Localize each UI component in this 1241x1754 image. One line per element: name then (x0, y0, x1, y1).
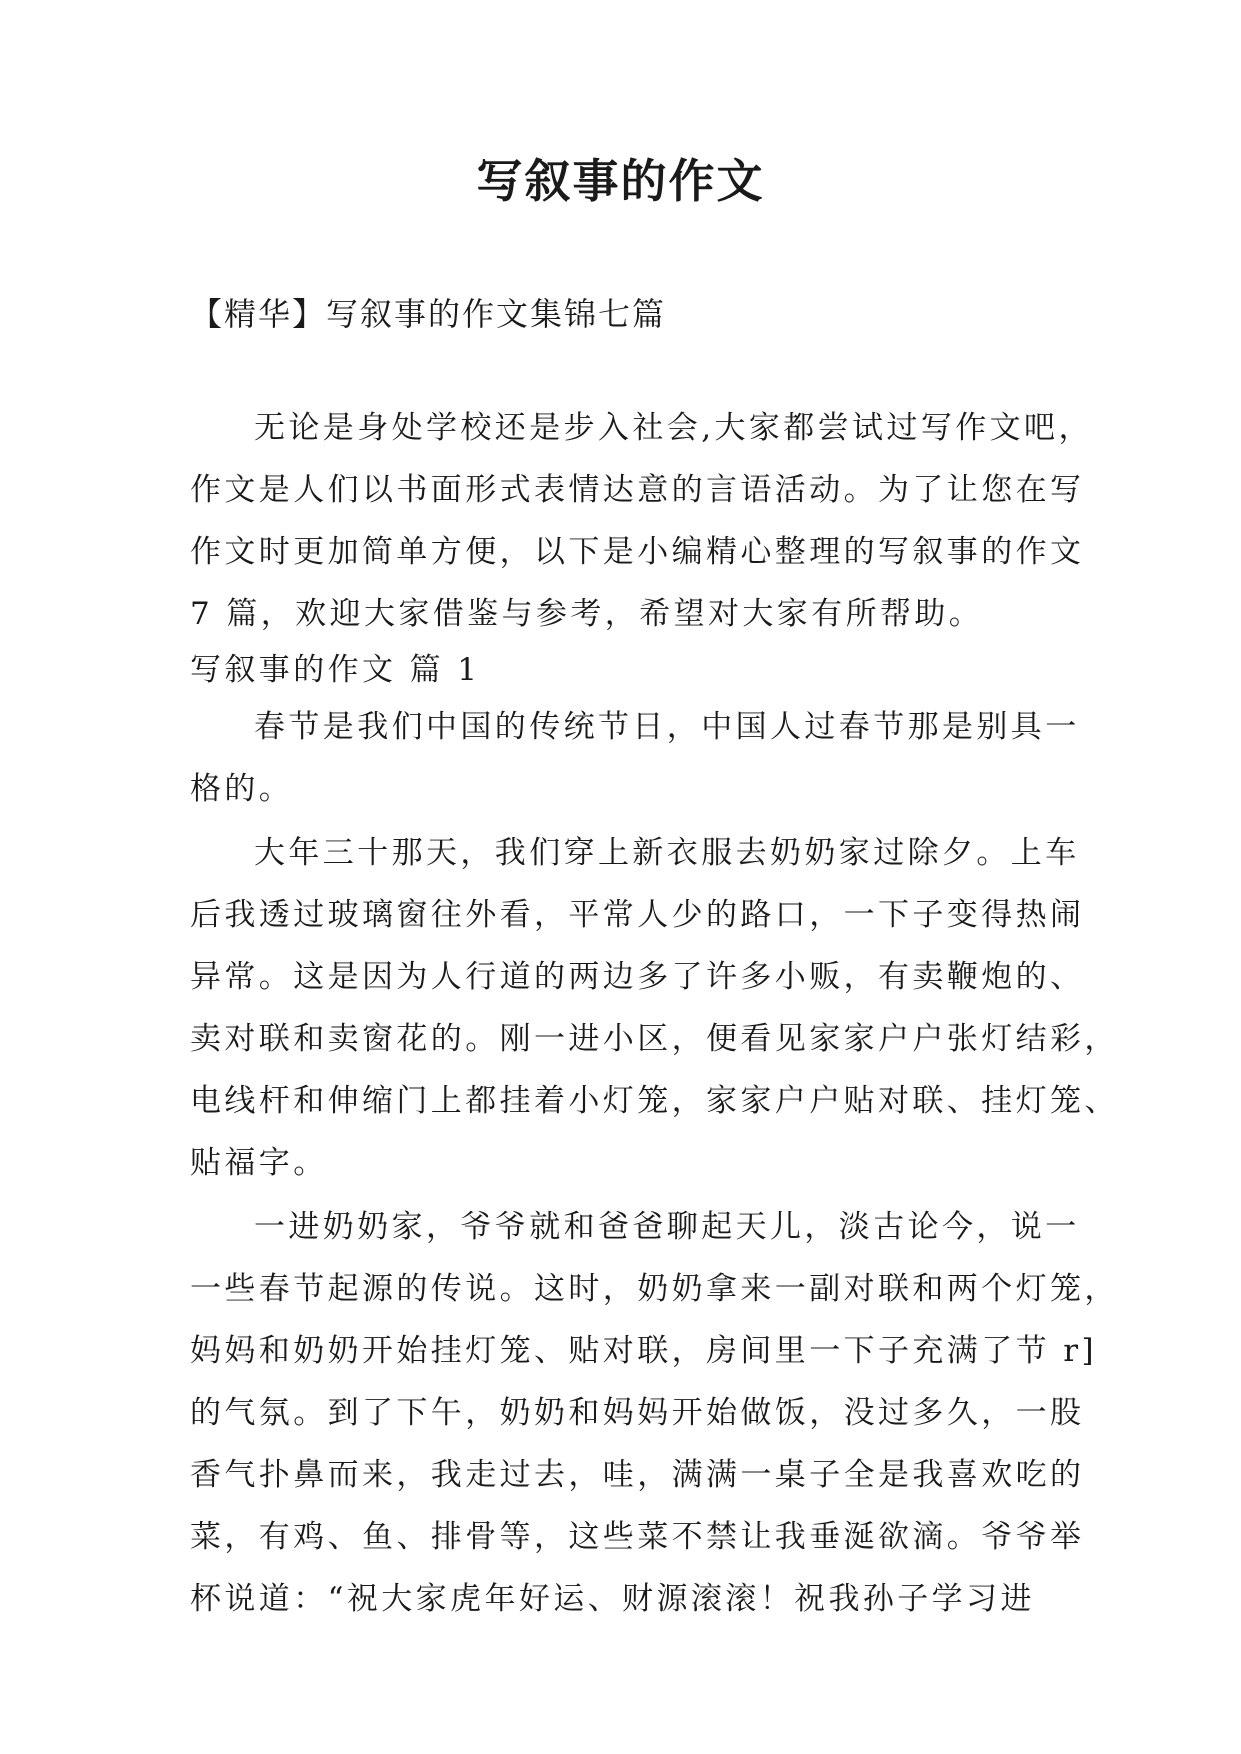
text-line: 异常。这是因为人行道的两边多了许多小贩，有卖鞭炮的、 (190, 959, 1085, 995)
paragraph-3 (190, 1196, 1119, 1630)
text-line: 香气扑鼻而来，我走过去，哇，满满一桌子全是我喜欢吃的 (190, 1457, 1085, 1493)
text-line: 大年三十那天，我们穿上新衣服去奶奶家过除夕。上车 (254, 835, 1080, 871)
text-line: 春节是我们中国的传统节日，中国人过春节那是别具一 (254, 709, 1080, 745)
document-title: 写叙事的作文 (476, 154, 765, 208)
section-heading-block (190, 645, 1070, 695)
text-line: 杯说道：“祝大家虎年好运、财源滚滚！祝我孙子学习进 (190, 1581, 1035, 1617)
text-line: 卖对联和卖窗花的。刚一进小区，便看见家家户户张灯结彩， (190, 1021, 1119, 1057)
text-line: 妈妈和奶奶开始挂灯笼、贴对联，房间里一下子充满了节 r] (190, 1333, 1097, 1369)
section-heading: 写叙事的作文 篇 1 (190, 652, 481, 688)
paragraph-2 (190, 822, 1119, 1194)
intro-paragraph (190, 397, 1093, 645)
text-line: 格的。 (190, 771, 294, 807)
paragraph-1 (190, 696, 1080, 820)
text-line: 无论是身处学校还是步入社会,大家都尝试过写作文吧， (254, 410, 1093, 446)
text-line: 菜，有鸡、鱼、排骨等，这些菜不禁让我垂涎欲滴。爷爷举 (190, 1519, 1085, 1555)
text-line: 一进奶奶家，爷爷就和爸爸聊起天儿，淡古论今，说一 (254, 1209, 1080, 1245)
text-line: 7 篇，欢迎大家借鉴与参考，希望对大家有所帮助。 (190, 596, 984, 632)
text-line: 电线杆和伸缩门上都挂着小灯笼，家家户户贴对联、挂灯笼、 (190, 1083, 1119, 1119)
text-line: 的气氛。到了下午，奶奶和妈妈开始做饭，没过多久，一股 (190, 1395, 1085, 1431)
text-line: 一些春节起源的传说。这时，奶奶拿来一副对联和两个灯笼， (190, 1271, 1119, 1307)
text-line: 贴福字。 (190, 1145, 328, 1181)
text-line: 后我透过玻璃窗往外看，平常人少的路口，一下子变得热闹 (190, 897, 1085, 933)
document-subtitle: 【精华】写叙事的作文集锦七篇 (190, 295, 667, 333)
text-line: 作文是人们以书面形式表情达意的言语活动。为了让您在写 (190, 472, 1085, 508)
text-line: 作文时更加简单方便，以下是小编精心整理的写叙事的作文 (190, 534, 1085, 570)
